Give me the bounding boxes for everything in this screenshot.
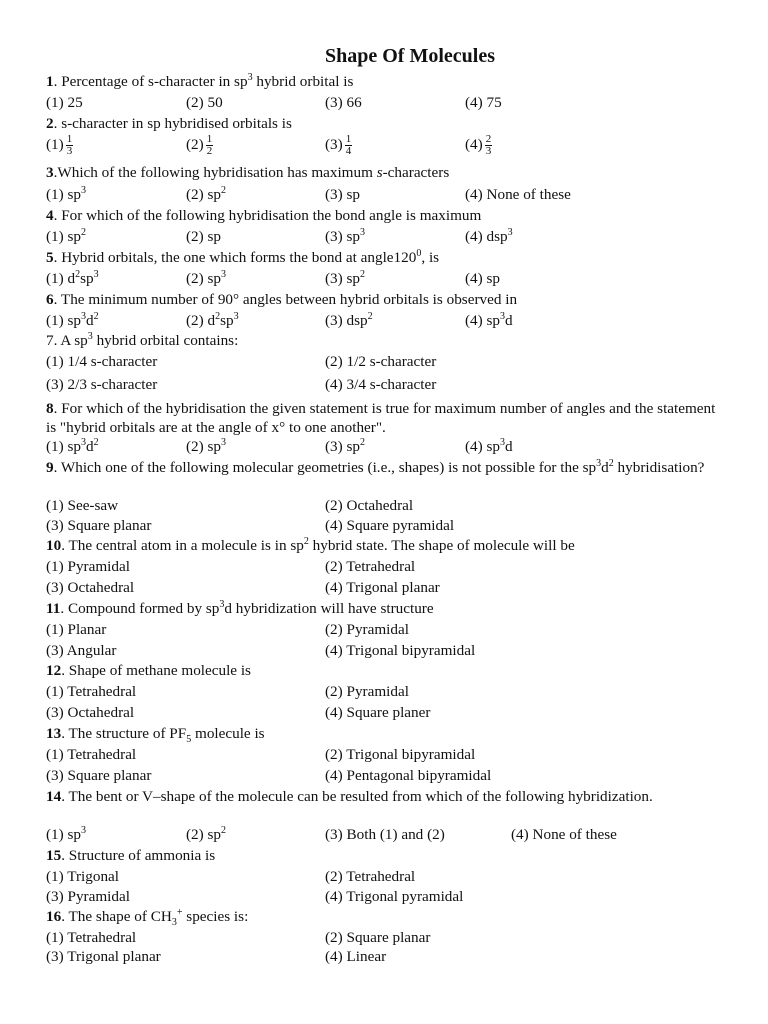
option: (4) Square pyramidal bbox=[325, 517, 455, 534]
option: (4) sp bbox=[465, 270, 501, 287]
question-3: 3.Which of the following hybridisation has maximum s-characters bbox=[46, 164, 450, 181]
option: (2) Tetrahedral bbox=[325, 868, 416, 885]
question-number: 10 bbox=[46, 537, 62, 554]
page-title: Shape Of Molecules bbox=[325, 45, 495, 67]
option: (4) Pentagonal bipyramidal bbox=[325, 767, 492, 784]
option: (4) $sp^3d$ bbox=[465, 310, 513, 329]
question-14: 14. The bent or V–shape of the molecule can be resulted from which of the following hybridization. bbox=[46, 788, 653, 805]
option: (3) Trigonal planar bbox=[46, 948, 161, 965]
question-13: 13. The structure of $PF_5$ molecule is bbox=[46, 725, 265, 746]
option: (4) 3/4 s-character bbox=[325, 376, 437, 393]
question-number: 9 bbox=[46, 459, 54, 476]
question-number: 1 bbox=[46, 73, 54, 90]
option: (3) Square planar bbox=[46, 517, 152, 534]
question-number: 13 bbox=[46, 725, 62, 742]
question-number: 5 bbox=[46, 249, 54, 266]
option: (4) Trigonal planar bbox=[325, 579, 440, 596]
question-8: 8. For which of the hybridisation the given statement is true for maximum number of angles and the statement is "hybrid orbitals are at the angle of x° to one another". bbox=[46, 400, 716, 436]
option: (3) $\frac{1}{4}$ bbox=[325, 133, 352, 157]
question-6: 6. The minimum number of 90° angles between hybrid orbitals is observed in bbox=[46, 291, 518, 308]
fraction: $\frac{1}{4}$ bbox=[345, 133, 352, 157]
option: (1) 25 bbox=[46, 94, 83, 111]
question-10: 10. The central atom in a molecule is in $sp^2$ hybrid state. The shape of molecule will be bbox=[46, 535, 575, 554]
question-number: 8 bbox=[46, 400, 54, 417]
option: (3) 2/3 s-character bbox=[46, 376, 158, 393]
question-11: 11. Compound formed by $sp^3d$ hybridization will have structure bbox=[46, 598, 434, 617]
question-4: 4. For which of the following hybridisation the bond angle is maximum bbox=[46, 207, 482, 224]
fraction: $\frac{1}{2}$ bbox=[206, 133, 213, 157]
question-number: 11 bbox=[46, 600, 61, 617]
option: (4) None of these bbox=[465, 186, 571, 203]
question-number: 14 bbox=[46, 788, 62, 805]
question-7: 7. A $sp^3$ hybrid orbital contains: bbox=[46, 330, 239, 349]
option: (1) 1/4 s-character bbox=[46, 353, 158, 370]
option: (3) Angular bbox=[46, 642, 117, 659]
option: (2) Square planar bbox=[325, 929, 431, 946]
option: (2) Pyramidal bbox=[325, 621, 409, 638]
question-16: 16. The shape of $CH_3^+$ species is: bbox=[46, 906, 249, 929]
option: (4) Linear bbox=[325, 948, 387, 965]
option: (4) $sp^3d$ bbox=[465, 436, 513, 455]
option: (4) 75 bbox=[465, 94, 502, 111]
option: (1) $\frac{1}{3}$ bbox=[46, 133, 73, 157]
option: (2) $sp^2$ bbox=[186, 184, 227, 203]
option: (1) $sp^3$ bbox=[46, 184, 87, 203]
option: (1) $sp^3$ bbox=[46, 824, 87, 843]
question-12: 12. Shape of methane molecule is bbox=[46, 662, 251, 679]
option: (1) See-saw bbox=[46, 497, 119, 514]
question-15: 15. Structure of ammonia is bbox=[46, 847, 216, 864]
option: (2) Pyramidal bbox=[325, 683, 409, 700]
option: (2) 1/2 s-character bbox=[325, 353, 437, 370]
option: (2) $sp^3$ bbox=[186, 436, 227, 455]
option: (1) Tetrahedral bbox=[46, 683, 137, 700]
question-number: 4 bbox=[46, 207, 54, 224]
option: (3) sp bbox=[325, 186, 361, 203]
question-9: 9. Which one of the following molecular geometries (i.e., shapes) is not possible for the $sp^3d^2$ hybridisation? bbox=[46, 457, 705, 476]
fraction: $\frac{2}{3}$ bbox=[485, 133, 492, 157]
option: (4) $\frac{2}{3}$ bbox=[465, 133, 492, 157]
question-1: 1. Percentage of s-character in $sp^3$ hybrid orbital is bbox=[46, 71, 354, 90]
option: (2) $\frac{1}{2}$ bbox=[186, 133, 213, 157]
option: (2) $d^2sp^3$ bbox=[186, 310, 239, 329]
option: (1) Pyramidal bbox=[46, 558, 130, 575]
option: (4) None of these bbox=[511, 826, 617, 843]
fraction: $\frac{1}{3}$ bbox=[66, 133, 73, 157]
question-number: 6 bbox=[46, 291, 54, 308]
option: (3) 66 bbox=[325, 94, 362, 111]
option: (4) Trigonal bipyramidal bbox=[325, 642, 476, 659]
question-number: 3 bbox=[46, 164, 54, 181]
option: (4) Trigonal pyramidal bbox=[325, 888, 464, 905]
question-5: 5. Hybrid orbitals, the one which forms the bond at $angle120^0$, is bbox=[46, 247, 440, 266]
option: (1) $sp^3d^2$ bbox=[46, 310, 99, 329]
option: (1) Trigonal bbox=[46, 868, 119, 885]
option: (2) Tetrahedral bbox=[325, 558, 416, 575]
option: (2) 50 bbox=[186, 94, 223, 111]
option: (1) Tetrahedral bbox=[46, 929, 137, 946]
question-number: 7 bbox=[46, 332, 54, 349]
option: (4) Square planer bbox=[325, 704, 431, 721]
option: (3) $sp^2$ bbox=[325, 268, 366, 287]
question-number: 16 bbox=[46, 908, 62, 925]
option: (3) $sp^3$ bbox=[325, 226, 366, 245]
option: (2) Octahedral bbox=[325, 497, 414, 514]
option: (3) Square planar bbox=[46, 767, 152, 784]
option: (4) dsp$^3$ bbox=[465, 226, 513, 245]
question-2: 2. s-character in sp hybridised orbitals is bbox=[46, 115, 292, 132]
question-number: 15 bbox=[46, 847, 62, 864]
question-number: 12 bbox=[46, 662, 62, 679]
question-number: 2 bbox=[46, 115, 54, 132]
option: (2) sp bbox=[186, 228, 222, 245]
option: (1) Tetrahedral bbox=[46, 746, 137, 763]
option: (2) $sp^2$ bbox=[186, 824, 227, 843]
option: (3) Octahedral bbox=[46, 704, 135, 721]
option: (3) Both (1) and (2) bbox=[325, 826, 445, 843]
option: (2) $sp^3$ bbox=[186, 268, 227, 287]
option: (1) Planar bbox=[46, 621, 107, 638]
option: (3) $sp^2$ bbox=[325, 436, 366, 455]
option: (3) dsp$^2$ bbox=[325, 310, 373, 329]
option: (3) Octahedral bbox=[46, 579, 135, 596]
option: (2) Trigonal bipyramidal bbox=[325, 746, 476, 763]
option: (3) Pyramidal bbox=[46, 888, 130, 905]
option: (1) $sp^2$ bbox=[46, 226, 87, 245]
option: (1) $d^2sp^3$ bbox=[46, 268, 99, 287]
option: (1) $sp^3d^2$ bbox=[46, 436, 99, 455]
